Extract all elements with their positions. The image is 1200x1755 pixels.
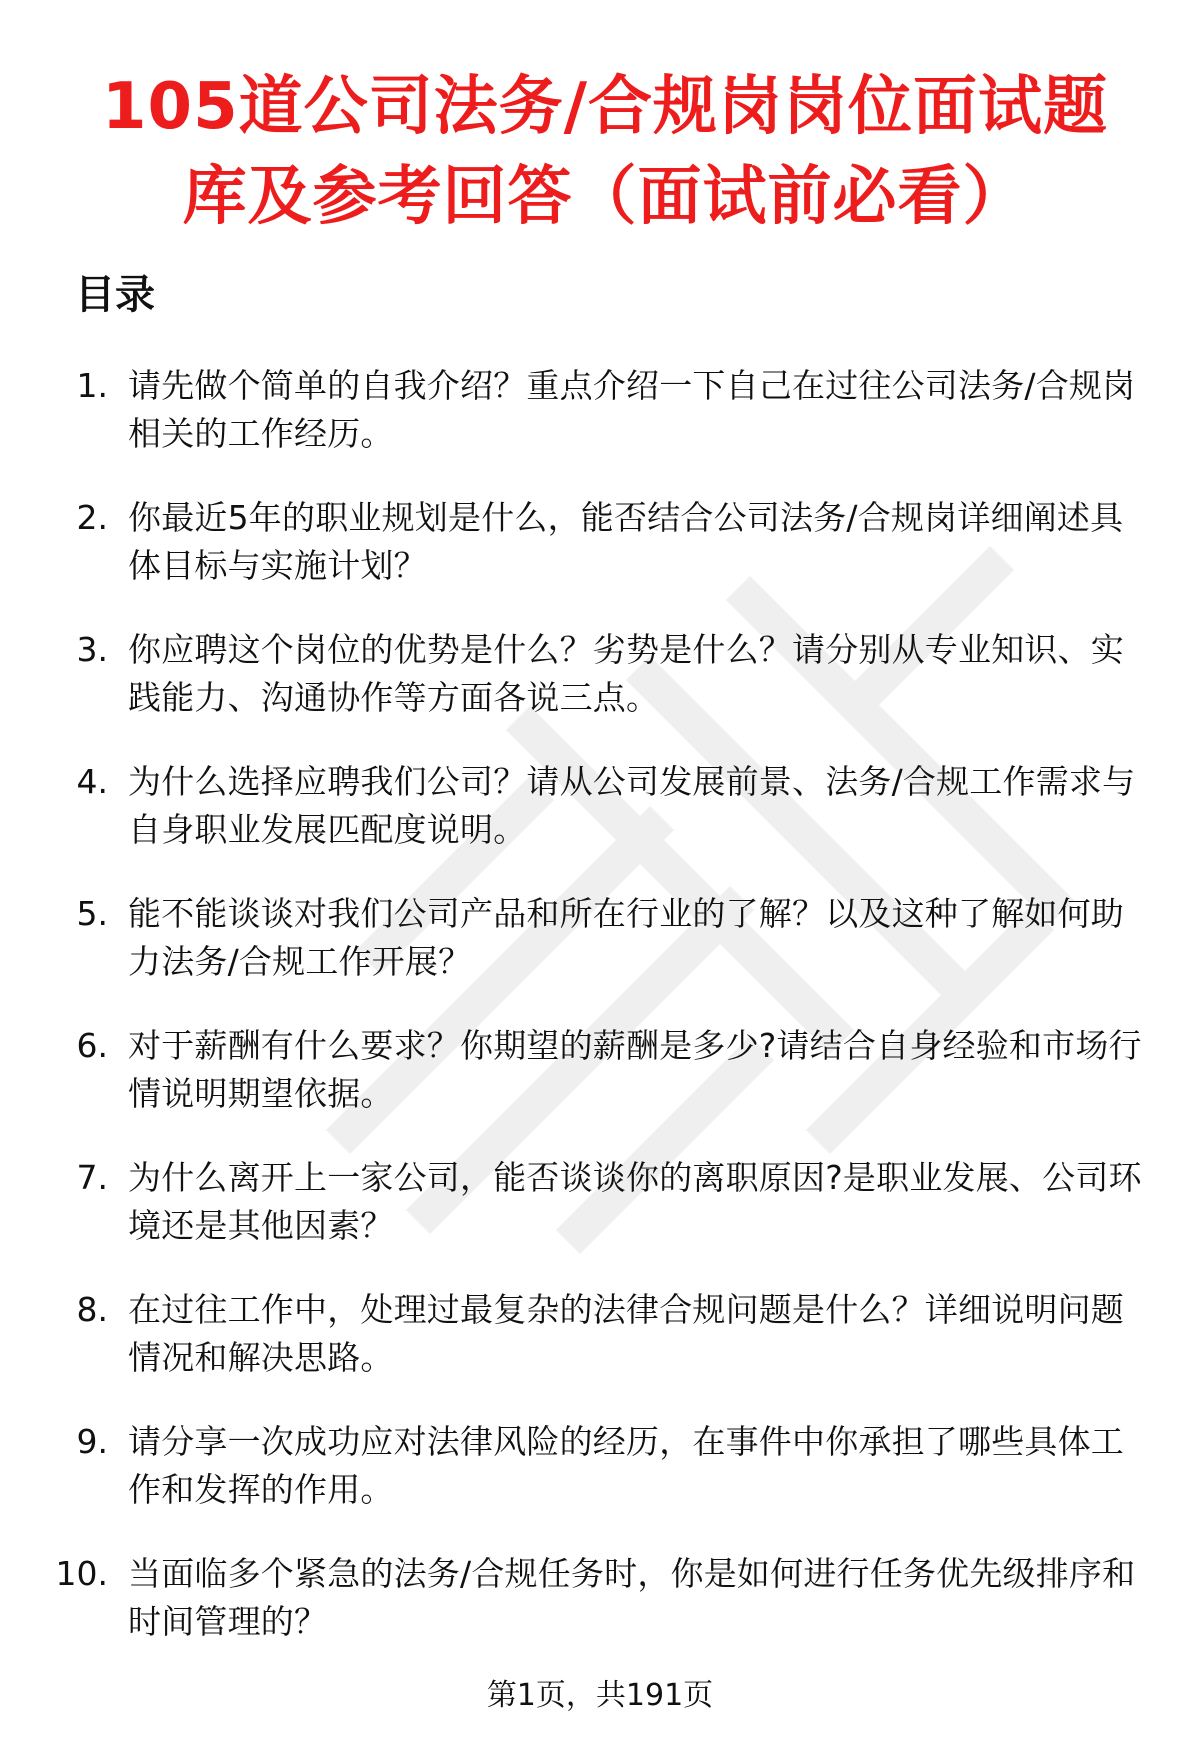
question-text: 为什么选择应聘我们公司？请从公司发展前景、法务/合规工作需求与自身职业发展匹配度说明。	[128, 762, 1136, 849]
question-text: 你最近5年的职业规划是什么，能否结合公司法务/合规岗详细阐述具体目标与实施计划？	[128, 498, 1124, 585]
question-item	[40, 626, 1160, 758]
question-item	[40, 1550, 1160, 1682]
question-number: 2.	[76, 498, 108, 537]
question-number: 7.	[76, 1158, 108, 1197]
question-number: 6.	[76, 1026, 108, 1065]
question-number: 5.	[76, 894, 108, 933]
question-item	[40, 1418, 1160, 1550]
question-text: 在过往工作中，处理过最复杂的法律合规问题是什么？详细说明问题情况和解决思路。	[128, 1290, 1124, 1377]
title-line-2: 库及参考回答（面试前必看）	[182, 160, 1028, 234]
question-item	[40, 1286, 1160, 1418]
question-number: 10.	[55, 1554, 108, 1593]
document-title	[70, 62, 1140, 242]
question-number: 1.	[76, 366, 108, 405]
question-item	[40, 890, 1160, 1022]
question-number: 3.	[76, 630, 108, 669]
question-text: 能不能谈谈对我们公司产品和所在行业的了解？以及这种了解如何助力法务/合规工作开展？	[128, 894, 1124, 981]
question-text: 对于薪酬有什么要求？你期望的薪酬是多少?请结合自身经验和市场行情说明期望依据。	[128, 1026, 1142, 1113]
question-item	[40, 362, 1160, 494]
title-line-1: 105道公司法务/合规岗岗位面试题	[102, 70, 1108, 144]
question-text: 请先做个简单的自我介绍？重点介绍一下自己在过往公司法务/合规岗相关的工作经历。	[128, 366, 1136, 453]
page-footer: 第1页，共191页	[486, 1678, 714, 1713]
question-item	[40, 1022, 1160, 1154]
question-text: 为什么离开上一家公司，能否谈谈你的离职原因?是职业发展、公司环境还是其他因素？	[128, 1158, 1142, 1245]
question-text: 你应聘这个岗位的优势是什么？劣势是什么？请分别从专业知识、实践能力、沟通协作等方面各说三点。	[128, 630, 1124, 717]
question-item	[40, 1154, 1160, 1286]
question-text: 请分享一次成功应对法律风险的经历，在事件中你承担了哪些具体工作和发挥的作用。	[128, 1422, 1124, 1509]
question-number: 9.	[76, 1422, 108, 1461]
question-list	[40, 362, 1160, 1682]
toc-heading: 目录	[75, 272, 155, 318]
question-item	[40, 758, 1160, 890]
question-number: 4.	[76, 762, 108, 801]
question-item	[40, 494, 1160, 626]
question-number: 8.	[76, 1290, 108, 1329]
question-text: 当面临多个紧急的法务/合规任务时，你是如何进行任务优先级排序和时间管理的？	[128, 1554, 1136, 1641]
